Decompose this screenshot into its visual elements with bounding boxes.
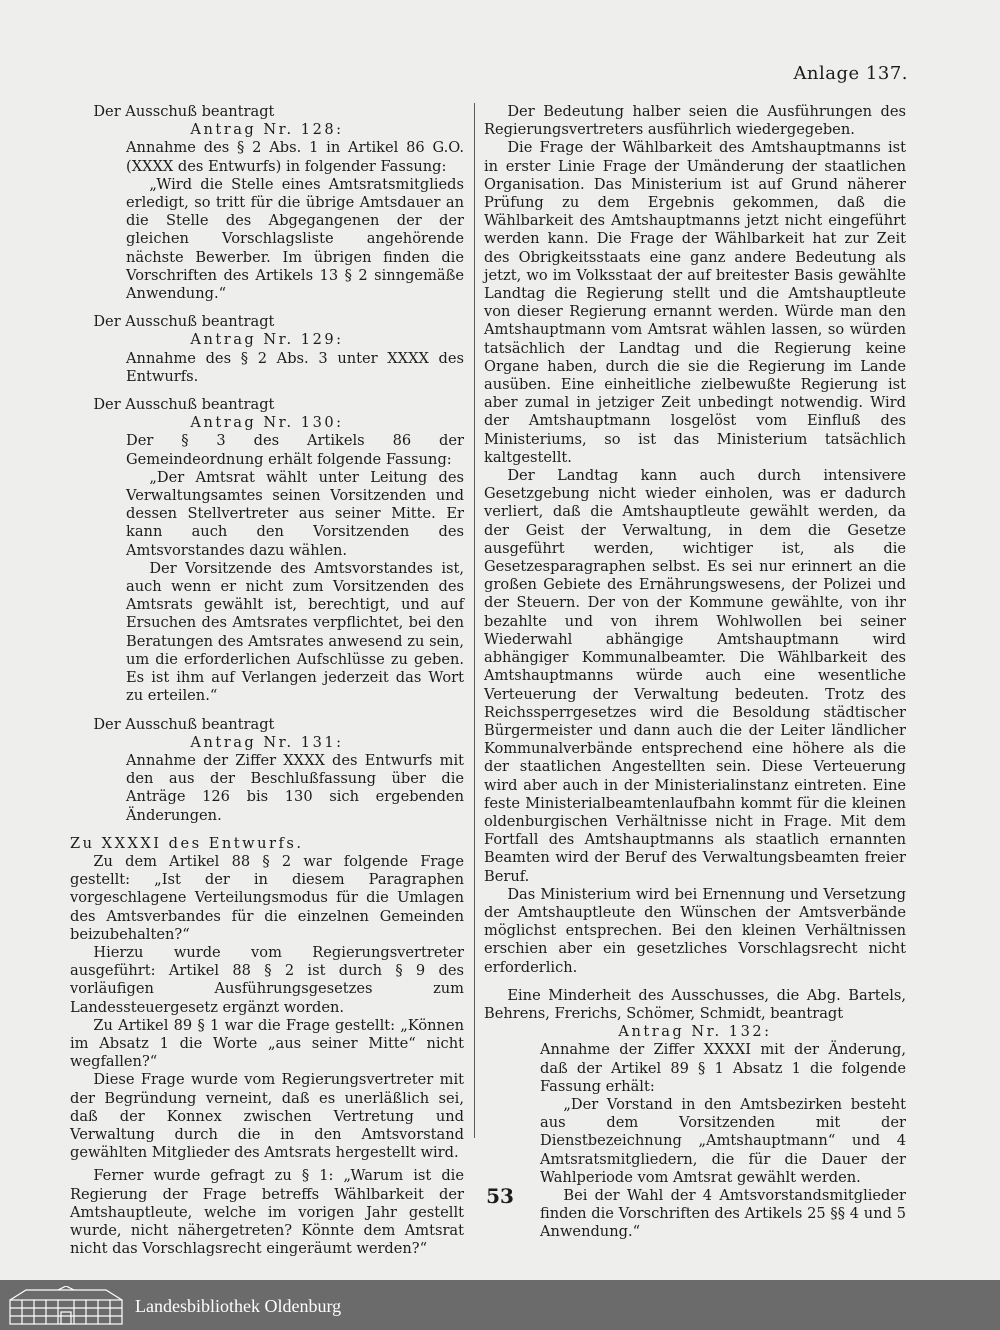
page-number: 53	[486, 1184, 514, 1208]
body-paragraph: Die Frage der Wählbarkeit des Amtshauptmanns ist in erster Linie Frage der Umänderung der staatlichen Organisation. Das Ministerium ist auf Grund näherer Prüfung zu dem Ergebnis gekommen, daß die Wählbarkeit des Amtshauptmanns jetzt nicht eingeführt werden kann. Die Frage der Wählbarkeit hat zur Zeit des Obrigkeitsstaats eine ganz andere Bedeutung als jetzt, wo im Volksstaat der auf breitester Basis gewählte Landtag die Regierung stellt und die Amtshauptleute von dieser Regierung ernannt werden. Würde man den Amtshauptmann vom Amtsrat wählen lassen, so würden tatsächlich der Landtag und die Regierung keine Organe haben, durch die sie die Regierung im Lande ausüben. Eine einheitliche zielbewußte Regierung ist aber zumal in jetziger Zeit unbedingt notwendig. Wird der Amtshauptmann losgelöst vom Einfluß des Ministeriums, so ist das Ministerium tatsächlich kaltgestellt.	[484, 139, 906, 466]
library-name: Landesbibliothek Oldenburg	[135, 1296, 342, 1316]
motion-heading-132: Antrag Nr. 132:	[618, 1023, 772, 1041]
motion-heading-130: Antrag Nr. 130:	[190, 414, 344, 432]
body-paragraph: Diese Frage wurde vom Regierungsvertreter mit der Begründung verneint, daß es unerläßlich sei, daß der Konnex zwischen Vertretung und Verwaltung durch die in den Amtsvorstand gewählten Mitglieder des Amtsrats hergestellt wird.	[70, 1071, 464, 1162]
quote-paragraph: Der Vorsitzende des Amtsvorstandes ist, auch wenn er nicht zum Vorsitzenden des Amtsrats gewählt ist, berechtigt, und auf Ersuchen des Amtsrates verpflichtet, bei den Beratungen des Amtsrates anwesend zu sein, um die erforderlichen Aufschlüsse zu geben. Es ist ihm auf Verlangen jederzeit das Wort zu erteilen.“	[126, 559, 464, 705]
motion-heading-128: Antrag Nr. 128:	[190, 121, 344, 139]
motion-text: Der § 3 des Artikels 86 der Gemeindeordnung erhält folgende Fassung:	[126, 432, 464, 468]
quote-paragraph: „Der Amtsrat wählt unter Leitung des Verwaltungsamtes seinen Vorsitzenden und dessen Stellvertreter aus seiner Mitte. Er kann auch den Vorsitzenden des Amtsvorstandes dazu wählen.	[126, 468, 464, 559]
body-paragraph: Der Bedeutung halber seien die Ausführungen des Regierungsvertreters ausführlich wiedergegeben.	[484, 103, 906, 139]
committee-line: Der Ausschuß beantragt	[93, 103, 275, 120]
motion-heading-129: Antrag Nr. 129:	[190, 331, 344, 349]
motion-text: Annahme des § 2 Abs. 1 in Artikel 86 G.O. (XXXX des Entwurfs) in folgender Fassung:	[126, 139, 464, 175]
body-paragraph: Zu dem Artikel 88 § 2 war folgende Frage gestellt: „Ist der in diesem Paragraphen vorgeschlagene Verteilungsmodus für die Umlagen des Amtsverbandes für die einzelnen Gemeinden beizubehalten?“	[70, 852, 464, 943]
motion-text: Annahme des § 2 Abs. 3 unter XXXX des Entwurfs.	[126, 349, 464, 385]
committee-line: Der Ausschuß beantragt	[93, 313, 275, 331]
committee-line: Der Ausschuß beantragt	[93, 396, 275, 414]
quote-paragraph: „Der Vorstand in den Amtsbezirken besteht aus dem Vorsitzenden mit der Dienstbezeichnung „Amtshauptmann“ und 4 Amtsratsmitgliedern, die für die Dauer der Wahlperiode vom Amtsrat gewählt werden.	[540, 1095, 906, 1186]
motion-text: Annahme der Ziffer XXXX des Entwurfs mit den aus der Beschlußfassung über die Anträge 126 bis 130 sich ergebenden Änderungen.	[126, 751, 464, 824]
minority-line: Eine Minderheit des Ausschusses, die Abg. Bartels, Behrens, Frerichs, Schömer, Schmidt, beantragt	[484, 986, 906, 1022]
body-paragraph: Zu Artikel 89 § 1 war die Frage gestellt: „Können im Absatz 1 die Worte „aus seiner Mitte“ nicht wegfallen?“	[70, 1016, 464, 1071]
committee-line: Der Ausschuß beantragt	[93, 715, 275, 733]
anlage-header: Anlage 137.	[793, 63, 908, 84]
motion-heading-131: Antrag Nr. 131:	[190, 733, 344, 751]
body-paragraph: Hierzu wurde vom Regierungsvertreter ausgeführt: Artikel 88 § 2 ist durch § 9 des vorläufigen Ausführungsgesetzes zum Landessteuergesetz ergänzt worden.	[70, 943, 464, 1016]
quote-paragraph: Bei der Wahl der 4 Amtsvorstandsmitglieder finden die Vorschriften des Artikels 25 §§ 4 und 5 Anwendung.“	[540, 1186, 906, 1241]
right-column	[484, 103, 906, 1242]
column-divider	[474, 103, 475, 1138]
body-paragraph: Der Landtag kann auch durch intensivere Gesetzgebung nicht wieder einholen, was er dadurch verliert, daß die Amtshauptleute gewählt werden, da der Geist der Verwaltung, in dem die Gesetze ausgeführt werden, wichtiger ist, als die Gesetzesparagraphen selbst. Es sei nur erinnert an die großen Gebiete des Ernährungswesens, der Polizei und der Steuern. Der von der Kommune gewählte, von ihr bezahlte und von ihrem Wohlwollen bei seiner Wiederwahl abhängige Amtshauptmann wird abhängiger Kommunalbeamter. Die Wählbarkeit des Amtshauptmanns würde auch eine wesentliche Verteuerung der Verwaltung bedeuten. Trotz des Reichssperrgesetzes wird die Besoldung städtischer Bürgermeister und dann auch die der Leiter ländlicher Kommunalverbände entsprechend eine höhere als die der staatlichen Angestellten sein. Diese Verteuerung wird aber auch in der Ministerialinstanz eintreten. Eine feste Ministerialbeamtenlaufbahn kommt für die kleinen oldenburgischen Verhältnisse nicht in Frage. Mit dem Fortfall des Amtshauptmanns als staatlich ernannten Beamten wird der Beruf des Verwaltungsbeamten freier Beruf.	[484, 467, 906, 885]
body-paragraph: Ferner wurde gefragt zu § 1: „Warum ist die Regierung der Frage betreffs Wählbarkeit der Amtshauptleute, welche im vorigen Jahr gestellt wurde, nicht nähergetreten? Könnte dem Amtsrat nicht das Vorschlagsrecht eingeräumt werden?“	[70, 1167, 464, 1258]
left-column	[70, 103, 464, 1258]
library-building-icon	[6, 1286, 126, 1326]
quote-paragraph: „Wird die Stelle eines Amtsratsmitglieds erledigt, so tritt für die übrige Amtsdauer an die Stelle des Abgegangenen der der gleichen Vorschlagsliste angehörende nächste Bewerber. Im übrigen finden die Vorschriften des Artikels 13 § 2 sinngemäße Anwendung.“	[126, 175, 464, 303]
section-heading: Zu XXXXI des Entwurfs.	[70, 834, 304, 852]
body-paragraph: Das Ministerium wird bei Ernennung und Versetzung der Amtshauptleute den Wünschen der Amtsverbände möglichst entsprechen. Bei den kleinen Verhältnissen erschien aber ein gesetzliches Vorschlagsrecht nicht erforderlich.	[484, 885, 906, 976]
motion-text: Annahme der Ziffer XXXXI mit der Änderung, daß der Artikel 89 § 1 Absatz 1 die folgende Fassung erhält:	[540, 1041, 906, 1095]
